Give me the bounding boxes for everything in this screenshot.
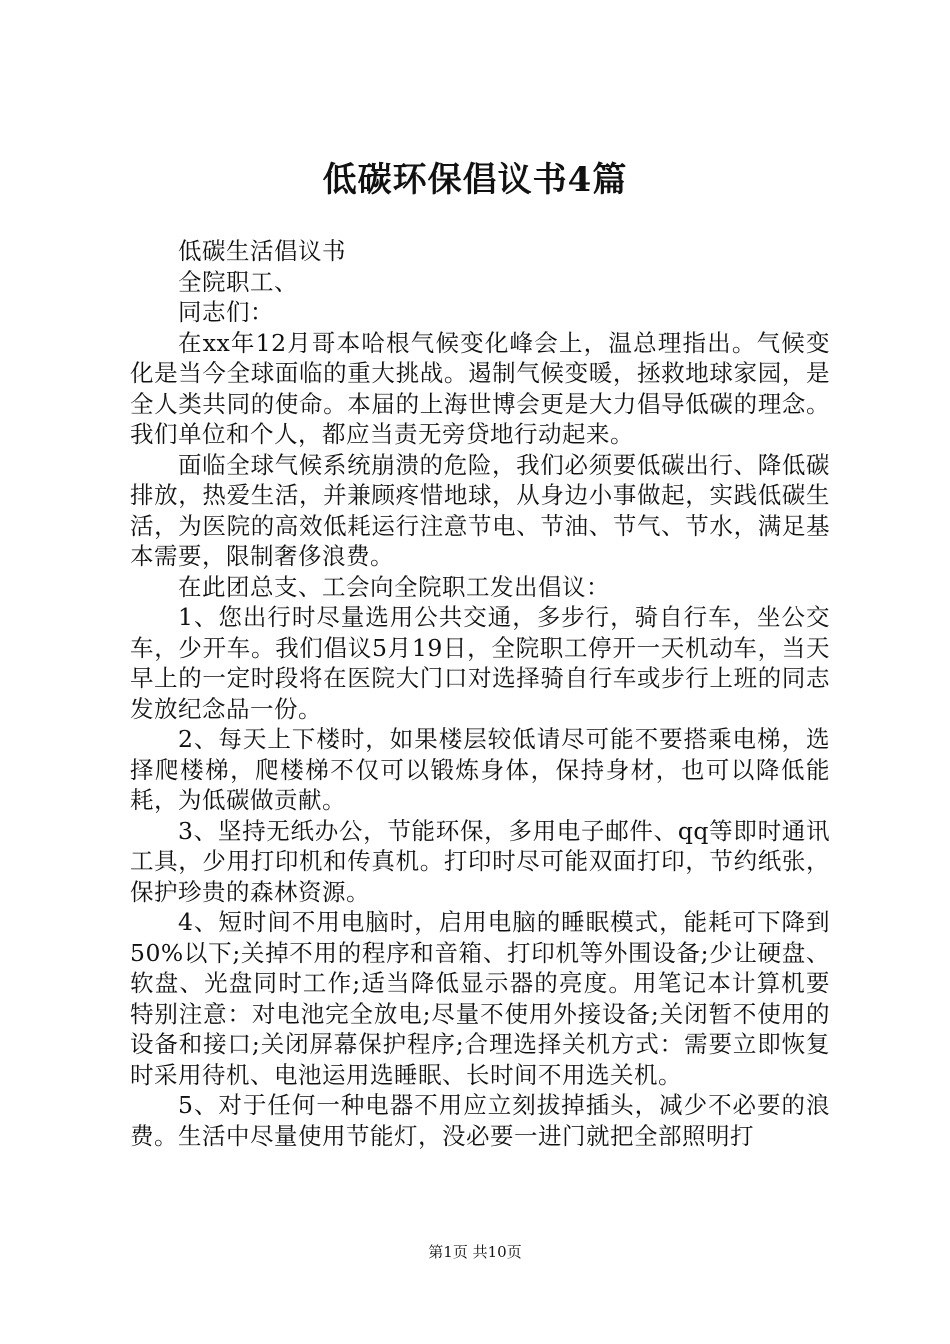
paragraph-salutation: 同志们： bbox=[178, 298, 274, 326]
paragraph-item-3: 3、坚持无纸办公，节能环保，多用电子邮件、qq等即时通讯工具，少用打印机和传真机。打印时尽可能双面打印，节约纸张，保护珍贵的森林资源。 bbox=[130, 816, 830, 906]
page-number-footer: 第1页 共10页 bbox=[428, 1243, 522, 1261]
paragraph-initiative: 在此团总支、工会向全院职工发出倡议： bbox=[178, 572, 610, 601]
paragraph-intro: 在xx年12月哥本哈根气候变化峰会上，温总理指出。气候变化是当今全球面临的重大挑战。遏制气候变暖，拯救地球家园，是全人类共同的使命。本届的上海世博会更是大力倡导低碳的理念。我们单位和个人，都应当责无旁贷地行动起来。 bbox=[130, 328, 830, 448]
paragraph-item-1: 1、您出行时尽量选用公共交通，多步行，骑自行车，坐公交车，少开车。我们倡议5月19日，全院职工停开一天机动车，当天早上的一定时段将在医院大门口对选择骑自行车或步行上班的同志发放纪念品一份。 bbox=[130, 603, 830, 723]
paragraph-heading: 低碳生活倡议书 bbox=[178, 237, 346, 265]
paragraph-item-4: 4、短时间不用电脑时，启用电脑的睡眠模式，能耗可下降到50%以下;关掉不用的程序和音箱、打印机等外围设备;少让硬盘、软盘、光盘同时工作;适当降低显示器的亮度。用笔记本计算机要特别注意：对电池完全放电;尽量不使用外接设备;关闭暂不使用的设备和接口;关闭屏幕保护程序;合理选择关机方式：需要立即恢复时采用待机、电池运用选睡眠、长时间不用选关机。 bbox=[130, 908, 830, 1089]
paragraph-item-5: 5、对于任何一种电器不用应立刻拔掉插头，减少不必要的浪费。生活中尽量使用节能灯，没必要一进门就把全部照明打 bbox=[130, 1091, 830, 1150]
document-title: 低碳环保倡议书4篇 bbox=[322, 160, 628, 200]
paragraph-item-2: 2、每天上下楼时，如果楼层较低请尽可能不要搭乘电梯，选择爬楼梯，爬楼梯不仅可以锻炼身体，保持身材，也可以降低能耗，为低碳做贡献。 bbox=[130, 725, 830, 814]
paragraph-addressee: 全院职工、 bbox=[178, 267, 298, 296]
document-body bbox=[130, 236, 830, 1151]
paragraph-context: 面临全球气候系统崩溃的危险，我们必须要低碳出行、降低碳排放，热爱生活，并兼顾疼惜地球，从身边小事做起，实践低碳生活，为医院的高效低耗运行注意节电、节油、节气、节水，满足基本需要，限制奢侈浪费。 bbox=[130, 450, 830, 570]
